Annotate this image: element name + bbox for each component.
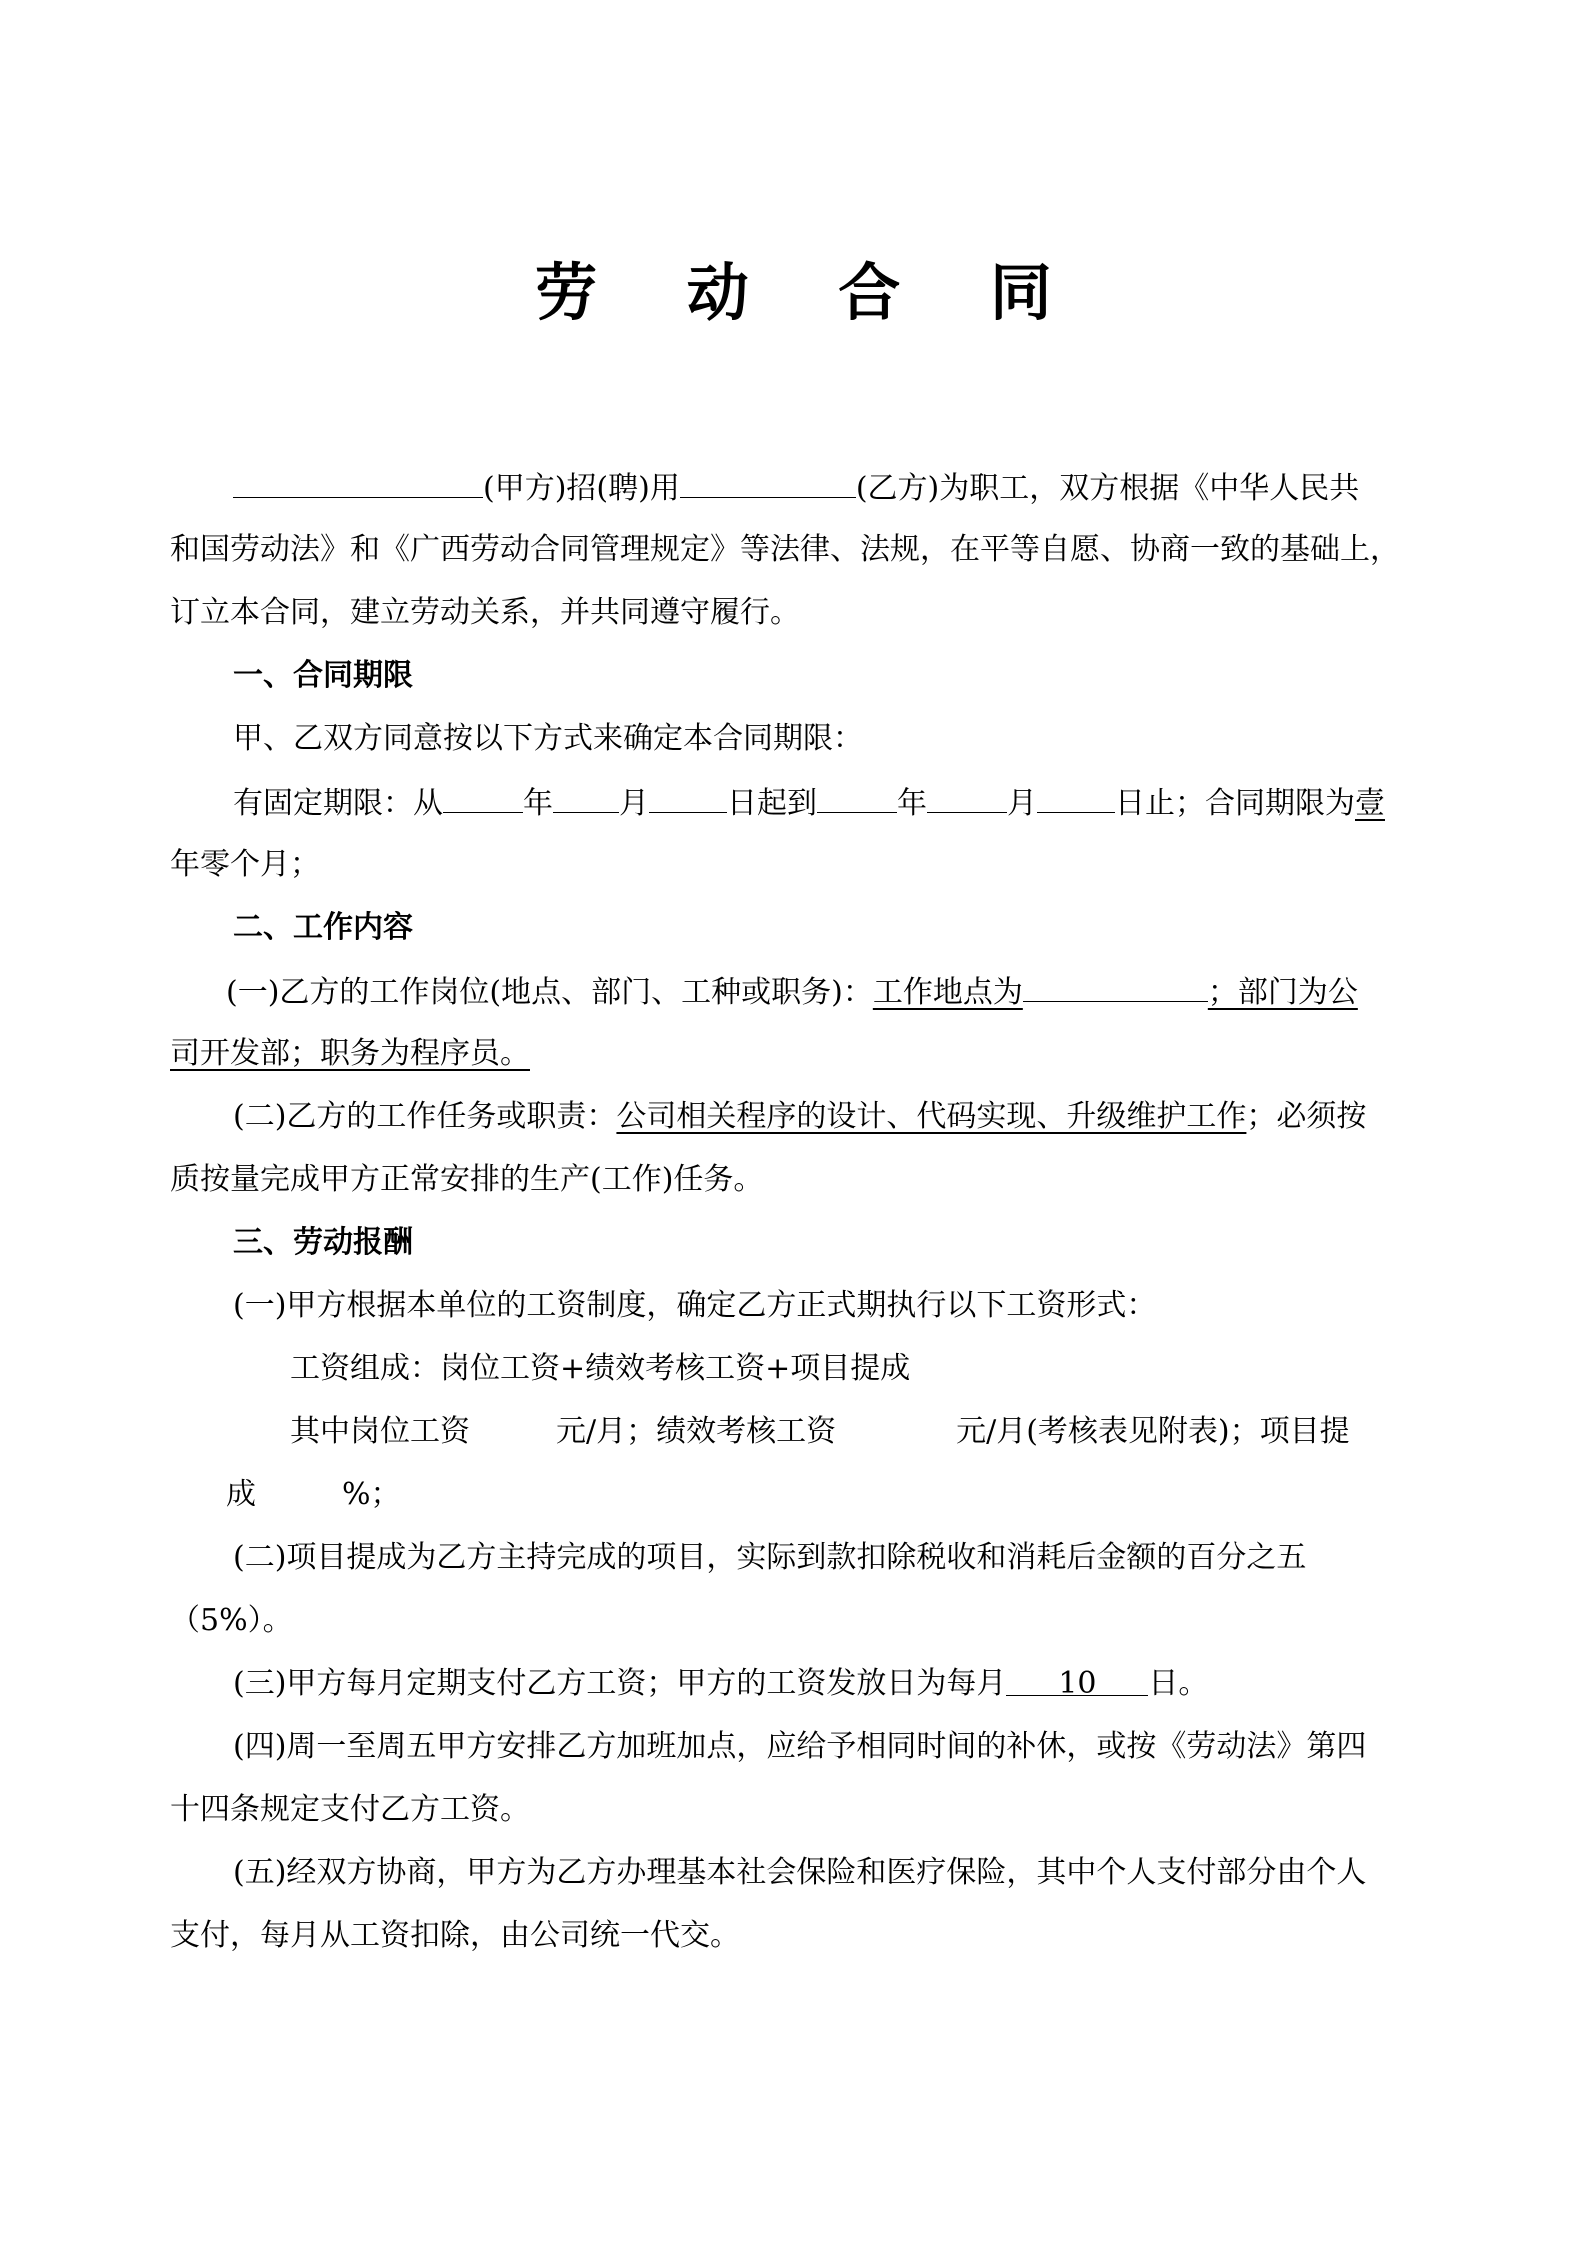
intro-part-a-label: (甲方)招(聘)用 xyxy=(483,471,680,506)
end-day-blank xyxy=(1037,782,1115,813)
intro-line-1 xyxy=(233,467,1432,509)
end-month-blank xyxy=(927,782,1007,813)
section-1-fixed-term: 有固定期限：从 年 月 日起到 年 月 日止；合同期限为壹 xyxy=(233,782,1495,824)
section-3-para-5: (五)经双方协商，甲方为乙方办理基本社会保险和医疗保险，其中个人支付部分由个人 xyxy=(233,1855,1367,1890)
intro-line-2: 和国劳动法》和《广西劳动合同管理规定》等法律、法规，在平等自愿、协商一致的基础上， xyxy=(170,532,1400,567)
section-1-para-1: 甲、乙双方同意按以下方式来确定本合同期限： xyxy=(233,721,863,756)
section-3-para-5-line-2: 支付，每月从工资扣除，由公司统一代交。 xyxy=(170,1918,740,1953)
salary-detail-line-2: 成 %； xyxy=(226,1477,401,1512)
salary-detail: 其中岗位工资 元/月；绩效考核工资 元/月(考核表见附表)；项目提 xyxy=(290,1414,1350,1449)
section-1-heading: 一、合同期限 xyxy=(233,658,413,693)
end-year-blank xyxy=(817,782,897,813)
salary-composition: 工资组成：岗位工资+绩效考核工资+项目提成 xyxy=(290,1351,911,1386)
start-year-blank xyxy=(443,782,523,813)
section-2-heading: 二、工作内容 xyxy=(233,910,413,945)
start-month-blank xyxy=(553,782,619,813)
section-2-para-2-line-2: 质按量完成甲方正常安排的生产(工作)任务。 xyxy=(170,1162,764,1197)
section-2-para-1: (一)乙方的工作岗位(地点、部门、工种或职务)：工作地点为 ；部门为公 xyxy=(226,971,1432,1013)
section-2-para-1-line-2 xyxy=(170,1034,1432,1074)
contract-term-value: 壹 xyxy=(1355,786,1385,821)
start-day-blank xyxy=(649,782,727,813)
employee-name-blank xyxy=(680,467,856,498)
position-description: 司开发部；职务为程序员。 xyxy=(170,1036,530,1071)
section-2-para-2: (二)乙方的工作任务或职责：公司相关程序的设计、代码实现、升级维护工作；必须按 xyxy=(233,1099,1367,1134)
employer-name-blank xyxy=(233,467,483,498)
section-3-para-2: (二)项目提成为乙方主持完成的项目，实际到款扣除税收和消耗后金额的百分之五 xyxy=(233,1540,1307,1575)
section-3-para-2-line-2: （5%）。 xyxy=(170,1603,293,1638)
section-3-heading: 三、劳动报酬 xyxy=(233,1225,413,1260)
section-1-term-line-2: 年零个月； xyxy=(170,847,320,882)
document-title: 劳 动 合 同 xyxy=(535,256,1086,329)
work-place-blank xyxy=(1023,971,1208,1002)
section-3-para-3: (三)甲方每月定期支付乙方工资；甲方的工资发放日为每月 10 日。 xyxy=(233,1666,1209,1701)
section-3-para-4-line-2: 十四条规定支付乙方工资。 xyxy=(170,1792,530,1827)
section-3-para-1: (一)甲方根据本单位的工资制度，确定乙方正式期执行以下工资形式： xyxy=(233,1288,1157,1323)
intro-part-b-label: (乙方)为职工，双方根据《中华人民共 xyxy=(855,471,1360,506)
section-3-para-4: (四)周一至周五甲方安排乙方加班加点，应给予相同时间的补休，或按《劳动法》第四 xyxy=(233,1729,1367,1764)
intro-line-3: 订立本合同，建立劳动关系，并共同遵守履行。 xyxy=(170,595,800,630)
pay-day-value: 10 xyxy=(1006,1665,1148,1696)
duty-description: 公司相关程序的设计、代码实现、升级维护工作 xyxy=(616,1099,1247,1134)
